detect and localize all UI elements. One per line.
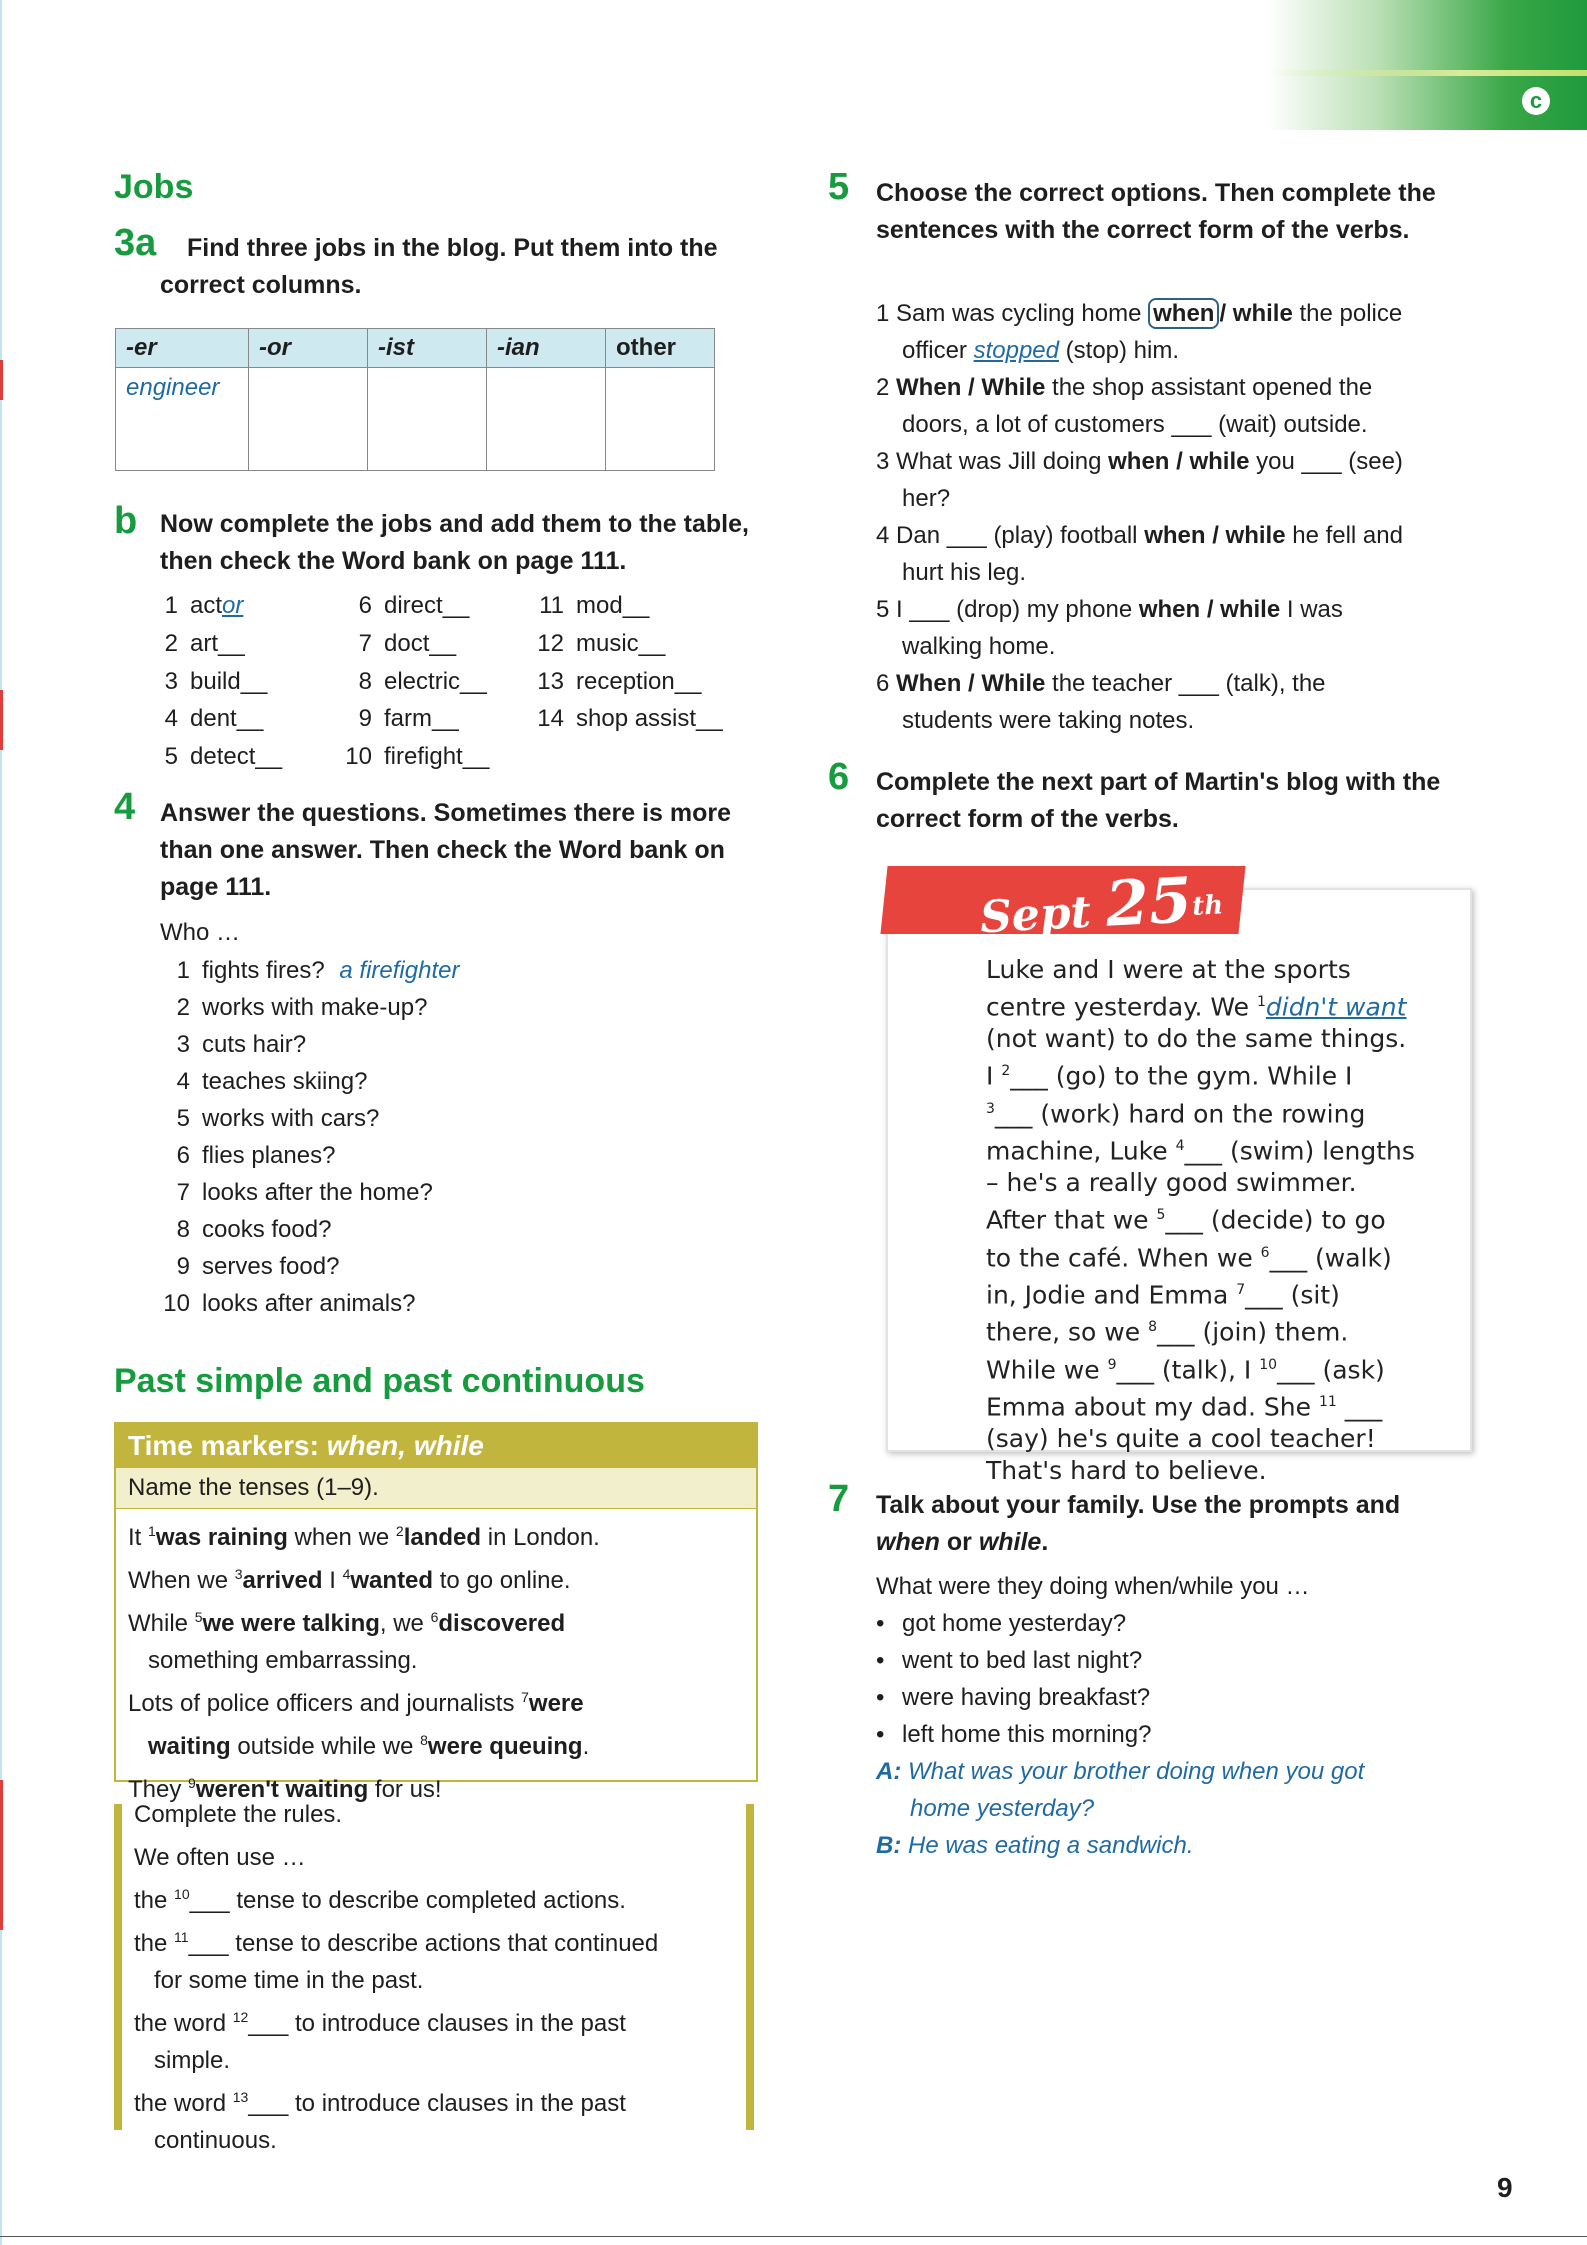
list-item: [532, 592, 649, 620]
question-text: works with make-up?: [202, 994, 428, 1021]
rule-line: continuous.: [154, 2127, 277, 2154]
item-answer: or: [222, 592, 244, 619]
time-markers-subtitle: Name the tenses (1–9).: [116, 1468, 756, 1509]
list-item: [160, 1211, 720, 1248]
list-item: [146, 668, 267, 696]
bullet-item: • went to bed last night?: [876, 1642, 1496, 1679]
blog-date-banner: [880, 863, 1245, 944]
bullet-item: • were having breakfast?: [876, 1679, 1496, 1716]
list-item: [146, 630, 245, 658]
blog-line: to the café. When we $^6$___ (walk): [986, 1242, 1392, 1272]
bottom-rule: [0, 2236, 1587, 2237]
example-line: waiting outside while we $^8$were queuing.: [148, 1732, 590, 1760]
time-markers-title: [116, 1424, 756, 1468]
item-number: 1: [176, 957, 190, 984]
item-text: direct__: [384, 592, 470, 619]
blog-line: machine, Luke $^4$___ (swim) lengths: [986, 1136, 1415, 1166]
jobs-heading: Jobs: [114, 168, 194, 206]
list-item: [160, 989, 720, 1026]
example-line: something embarrassing.: [148, 1647, 418, 1674]
circled-option: when: [1148, 298, 1219, 329]
list-item: [340, 630, 456, 658]
list-item: [160, 1026, 720, 1063]
question-text: looks after animals?: [202, 1290, 416, 1317]
instruction-line: when or while.: [876, 1528, 1049, 1556]
title-emphasis: when, while: [326, 1430, 484, 1461]
question-text: serves food?: [202, 1253, 340, 1280]
sentence: 3 What was Jill doing when / while you ___ (see): [876, 448, 1403, 475]
dialogue-a-cont: home yesterday?: [910, 1795, 1095, 1822]
blog-line: – he's a really good swimmer.: [986, 1168, 1357, 1198]
item-number: 10: [345, 743, 372, 770]
item-text: electric__: [384, 668, 487, 695]
item-text: dent__: [190, 705, 264, 732]
column-header: -ian: [487, 329, 606, 368]
list-item: [160, 1100, 720, 1137]
jobs-table: [115, 328, 715, 471]
table-cell[interactable]: [368, 368, 487, 471]
item-text: music__: [576, 630, 666, 657]
item-number: 12: [537, 630, 564, 657]
column-header: -ist: [368, 329, 487, 368]
blog-line: I $^2$___ (go) to the gym. While I: [986, 1061, 1353, 1091]
item-number: 9: [358, 705, 372, 732]
item-number: 7: [176, 1179, 190, 1206]
list-item: [160, 1174, 720, 1211]
time-markers-examples: [116, 1509, 756, 1812]
item-number: 4: [176, 1068, 190, 1095]
question-text: flies planes?: [202, 1142, 336, 1169]
blog-text: [986, 954, 1456, 1487]
blog-line: in, Jodie and Emma $^7$___ (sit): [986, 1280, 1340, 1310]
example-line: Lots of police officers and journalists $^7$were: [128, 1689, 584, 1717]
bullet-item: • got home yesterday?: [876, 1605, 1496, 1642]
blog-line: While we $^9$___ (talk), I $^{10}$___ (ask): [986, 1354, 1385, 1384]
item-number: 2: [176, 994, 190, 1021]
prompt-lead: What were they doing when/while you …: [876, 1573, 1310, 1600]
list-item: [160, 1285, 720, 1322]
section-letter-badge: c: [1522, 87, 1550, 115]
item-number: 11: [539, 592, 564, 619]
left-edge-mark: [0, 360, 3, 400]
item-number: 13: [537, 668, 564, 695]
sentence: doors, a lot of customers ___ (wait) outside.: [902, 411, 1368, 438]
table-cell[interactable]: [487, 368, 606, 471]
list-item: [532, 630, 665, 658]
blog-line: $^3$___ (work) hard on the rowing: [986, 1098, 1366, 1128]
exercise-instruction: Answer the questions. Sometimes there is more than one answer. Then check the Word bank on page 111.: [160, 799, 731, 901]
column-header: -er: [116, 329, 249, 368]
item-number: 10: [163, 1290, 190, 1317]
instruction-text: Find three jobs in the blog. Put them into the correct columns.: [160, 234, 718, 299]
question-answer: a firefighter: [339, 957, 460, 984]
exercise-instruction: Now complete the jobs and add them to the table, then check the Word bank on page 111.: [160, 510, 749, 575]
item-text: mod__: [576, 592, 650, 619]
item-number: 4: [164, 705, 178, 732]
question-text: fights fires?: [202, 957, 325, 984]
left-edge-mark: [0, 1780, 3, 1930]
item-text: reception__: [576, 668, 702, 695]
sentence: hurt his leg.: [902, 559, 1027, 586]
exercise-instruction: Complete the next part of Martin's blog with the correct form of the verbs.: [876, 768, 1441, 833]
list-item: [340, 705, 459, 733]
rules-right-bar: [746, 1804, 754, 2130]
example-line: It $^1$was raining when we $^2$landed in London.: [128, 1523, 600, 1551]
list-item: [146, 743, 282, 771]
rule-line: the word $^{12}$___ to introduce clauses in the past: [134, 2009, 626, 2037]
item-number: 5: [164, 743, 178, 770]
item-text: art__: [190, 630, 245, 657]
item-number: 1: [164, 592, 178, 619]
rules-box: [134, 1796, 734, 2159]
item-number: 8: [358, 668, 372, 695]
rules-left-bar: [114, 1804, 122, 2130]
list-item: [160, 1137, 720, 1174]
list-item: [160, 1063, 720, 1100]
column-header: other: [606, 329, 715, 368]
question-text: cuts hair?: [202, 1031, 307, 1058]
item-text: act: [190, 592, 223, 619]
left-edge-mark: [0, 690, 3, 750]
exercise-number: 4: [114, 786, 136, 828]
item-number: 14: [537, 705, 564, 732]
item-text: farm__: [384, 705, 459, 732]
blog-line: centre yesterday. We $^1$didn't want: [986, 992, 1407, 1022]
rules-title: Complete the rules.: [134, 1801, 343, 1828]
rule-line: the $^{10}$___ tense to describe completed actions.: [134, 1886, 626, 1914]
table-cell[interactable]: engineer: [116, 368, 249, 471]
rules-lead: We often use …: [134, 1844, 306, 1871]
sentence: 2 When / While the shop assistant opened the: [876, 374, 1373, 401]
sentence: walking home.: [902, 633, 1056, 660]
corner-stripe: [1267, 70, 1587, 76]
question-lead: Who …: [160, 919, 241, 946]
exercise-number: 5: [828, 166, 850, 208]
sentence: 5 I ___ (drop) my phone when / while I was: [876, 596, 1343, 623]
item-number: 6: [358, 592, 372, 619]
sentence: students were taking notes.: [902, 707, 1195, 734]
page-number: 9: [1497, 2172, 1513, 2203]
exercise-number: 6: [828, 756, 850, 798]
rule-line: the $^{11}$___ tense to describe actions that continued: [134, 1929, 659, 1957]
item-text: doct__: [384, 630, 457, 657]
blog-line: there, so we $^8$___ (join) them.: [986, 1317, 1349, 1347]
item-text: build__: [190, 668, 268, 695]
sentence: officer stopped (stop) him.: [902, 337, 1180, 364]
blog-line: Emma about my dad. She $^{11}$ ___: [986, 1392, 1383, 1422]
exercise-instruction: [160, 230, 770, 304]
question-text: cooks food?: [202, 1216, 332, 1243]
answer-text: didn't want: [1265, 992, 1407, 1022]
sentence: her?: [902, 485, 951, 512]
list-item: [146, 705, 263, 733]
table-header-row: [116, 329, 715, 368]
item-text: detect__: [190, 743, 283, 770]
table-cell[interactable]: [606, 368, 715, 471]
sentence: 6 When / While the teacher ___ (talk), the: [876, 670, 1326, 697]
blog-line: (say) he's quite a cool teacher!: [986, 1424, 1376, 1454]
list-item: [532, 705, 723, 733]
exercise-number: 3a: [114, 222, 157, 264]
grammar-heading: Past simple and past continuous: [114, 1362, 645, 1400]
list-item: [146, 592, 243, 620]
list-item: [532, 668, 701, 696]
rule-line: for some time in the past.: [154, 1967, 424, 1994]
item-number: 9: [176, 1253, 190, 1280]
rule-line: the word $^{13}$___ to introduce clauses in the past: [134, 2089, 626, 2117]
dialogue-b: B: He was eating a sandwich.: [876, 1832, 1194, 1859]
bullet-item: • left home this morning?: [876, 1716, 1496, 1753]
sentence: 1 Sam was cycling home when / while the police: [876, 300, 1403, 327]
question-list: [160, 952, 720, 1322]
example-line: While $^5$we were talking, we $^6$discovered: [128, 1609, 566, 1637]
blog-line: That's hard to believe.: [986, 1456, 1267, 1486]
list-item: [160, 952, 720, 989]
list-item: [340, 668, 487, 696]
list-item: [340, 592, 469, 620]
time-markers-box: [114, 1422, 758, 1803]
table-cell[interactable]: [249, 368, 368, 471]
rule-line: simple.: [154, 2047, 231, 2074]
table-row: [116, 368, 715, 471]
item-text: firefight__: [384, 743, 490, 770]
exercise-number: 7: [828, 1478, 850, 1520]
item-text: shop assist__: [576, 705, 723, 732]
exercise-number: b: [114, 500, 138, 542]
example-line: When we $^3$arrived I $^4$wanted to go online.: [128, 1566, 571, 1594]
instruction-line: Talk about your family. Use the prompts and: [876, 1491, 1401, 1519]
column-header: -or: [249, 329, 368, 368]
exercise-instruction: Choose the correct options. Then complete the sentences with the correct form of the verbs.: [876, 179, 1436, 244]
list-item: [160, 1248, 720, 1285]
exercise-instruction: [876, 1487, 1476, 1561]
blog-line: (not want) to do the same things.: [986, 1024, 1407, 1054]
list-item: [340, 743, 489, 771]
blog-line: After that we $^5$___ (decide) to go: [986, 1205, 1386, 1235]
question-text: looks after the home?: [202, 1179, 433, 1206]
question-text: works with cars?: [202, 1105, 380, 1132]
answer-text: stopped: [973, 337, 1059, 364]
prompt-list: [876, 1568, 1496, 1864]
item-number: 2: [164, 630, 178, 657]
sentence: 4 Dan ___ (play) football when / while he fell and: [876, 522, 1403, 549]
banner-date: Sept 25th: [978, 863, 1224, 944]
item-number: 8: [176, 1216, 190, 1243]
title-text: Time markers:: [128, 1430, 327, 1461]
question-text: teaches skiing?: [202, 1068, 368, 1095]
blog-line: Luke and I were at the sports: [986, 955, 1351, 984]
sentence-list: [876, 295, 1496, 739]
example-line: They $^9$weren't waiting for us!: [128, 1775, 442, 1803]
item-number: 3: [164, 668, 178, 695]
item-number: 3: [176, 1031, 190, 1058]
item-number: 6: [176, 1142, 190, 1169]
dialogue-a: A: What was your brother doing when you got: [876, 1758, 1365, 1785]
item-number: 7: [358, 630, 372, 657]
item-number: 5: [176, 1105, 190, 1132]
